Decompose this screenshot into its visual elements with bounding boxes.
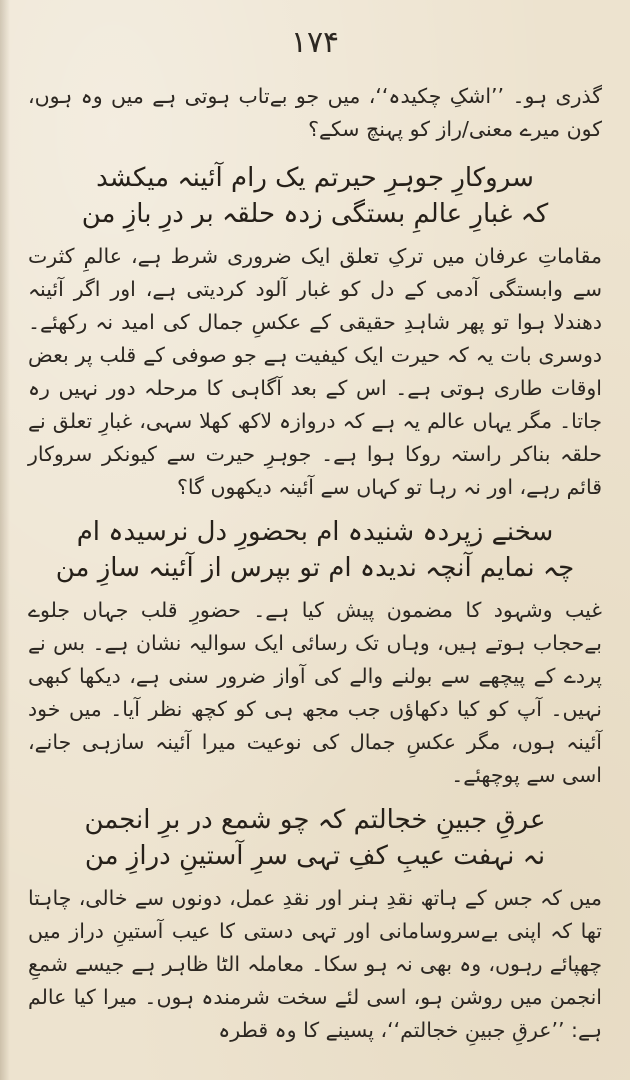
binding-shadow — [0, 0, 10, 1080]
paragraph-commentary-1: مقاماتِ عرفان میں ترکِ تعلق ایک ضروری شرط ہے، عالمِ کثرت سے وابستگی آدمی کے دل کو غبار آلود کردیتی ہے، اور اگر آئینہ دھندلا ہوا تو پھر شاہدِ حقیقی کے عکسِ جمال کی امید نہ رکھئے۔ دوسری بات یہ کہ حیرت ایک کیفیت ہے جو صوفی کے قلب پر بعض اوقات طاری ہوتی ہے۔ اس کے بعد آگاہی کا مرحلہ دور نہیں رہ جاتا۔ مگر یہاں عالم یہ ہے کہ دروازہ لاکھ کھلا سہی، غبارِ تعلق نے حلقہ بناکر راستہ روکا ہوا ہے۔ جوہرِ حیرت سے کیونکر سروکار قائم رہے، اور نہ رہا تو کہاں سے آئینہ دیکھوں گا؟ — [28, 244, 602, 499]
paragraph-intro: گذری ہو۔ ’’اشکِ چکیدہ‘‘، میں جو بےتاب ہوتی ہے میں وہ ہوں، کون میرے معنی/راز کو پہنچ سکے؟ — [28, 84, 602, 141]
page-number: ۱۷۴ — [290, 25, 340, 60]
verse-2-line-2: چہ نمایم آنچہ ندیدہ ام تو بپرس از آئینہ سازِ من — [55, 553, 575, 583]
verse-2-line-1: سخنے زپردہ شنیدہ ام بحضورِ دل نرسیدہ ام — [76, 517, 554, 547]
paragraph-commentary-3: میں کہ جس کے ہاتھ نقدِ ہنر اور نقدِ عمل، دونوں سے خالی، چاہتا تھا کہ اپنی بےسروسامانی اور تہی دستی کا عیب آستینِ دراز میں چھپائے رہوں، وہ بھی نہ ہو سکا۔ معاملہ الٹا ظاہر ہے جیسے شمعِ انجمن میں روشن ہو، اسی لئے سخت شرمندہ ہوں۔ میرا کیا عالم ہے: ’’عرقِ جبینِ خجالتم‘‘، پسینے کا وہ قطرہ — [28, 886, 602, 1042]
verse-couplet-2 — [28, 514, 602, 586]
verse-3-line-1: عرقِ جبینِ خجالتم کہ چو شمع در برِ انجمن — [84, 805, 546, 835]
verse-couplet-1 — [28, 160, 602, 232]
paragraph-commentary-2: غیب وشہود کا مضمون پیش کیا ہے۔ حضورِ قلب جہاں جلوے بےحجاب ہوتے ہیں، وہاں تک رسائی ایک سوالیہ نشان ہے۔ بس نے پردے کے پیچھے سے بولنے والے کی آواز ضرور سنی ہے، دیکھا کبھی نہیں۔ آپ کو کیا دکھاؤں جب مجھ ہی کو کچھ نظر آیا۔ میں خود آئینہ ہوں، مگر عکسِ جمال کی نوعیت میرا آئینہ سازہی جانے، اسی سے پوچھئے۔ — [28, 598, 602, 787]
verse-1-line-2: کہ غبارِ عالمِ بستگی زدہ حلقہ بر درِ بازِ من — [81, 199, 549, 229]
verse-couplet-3 — [28, 802, 602, 874]
verse-3-line-2: نہ نہفت عیبِ کفِ تہی سرِ آستینِ درازِ من — [84, 841, 546, 871]
verse-1-line-1: سروکارِ جوہرِ حیرتم یک رام آئینہ میکشد — [96, 163, 534, 193]
